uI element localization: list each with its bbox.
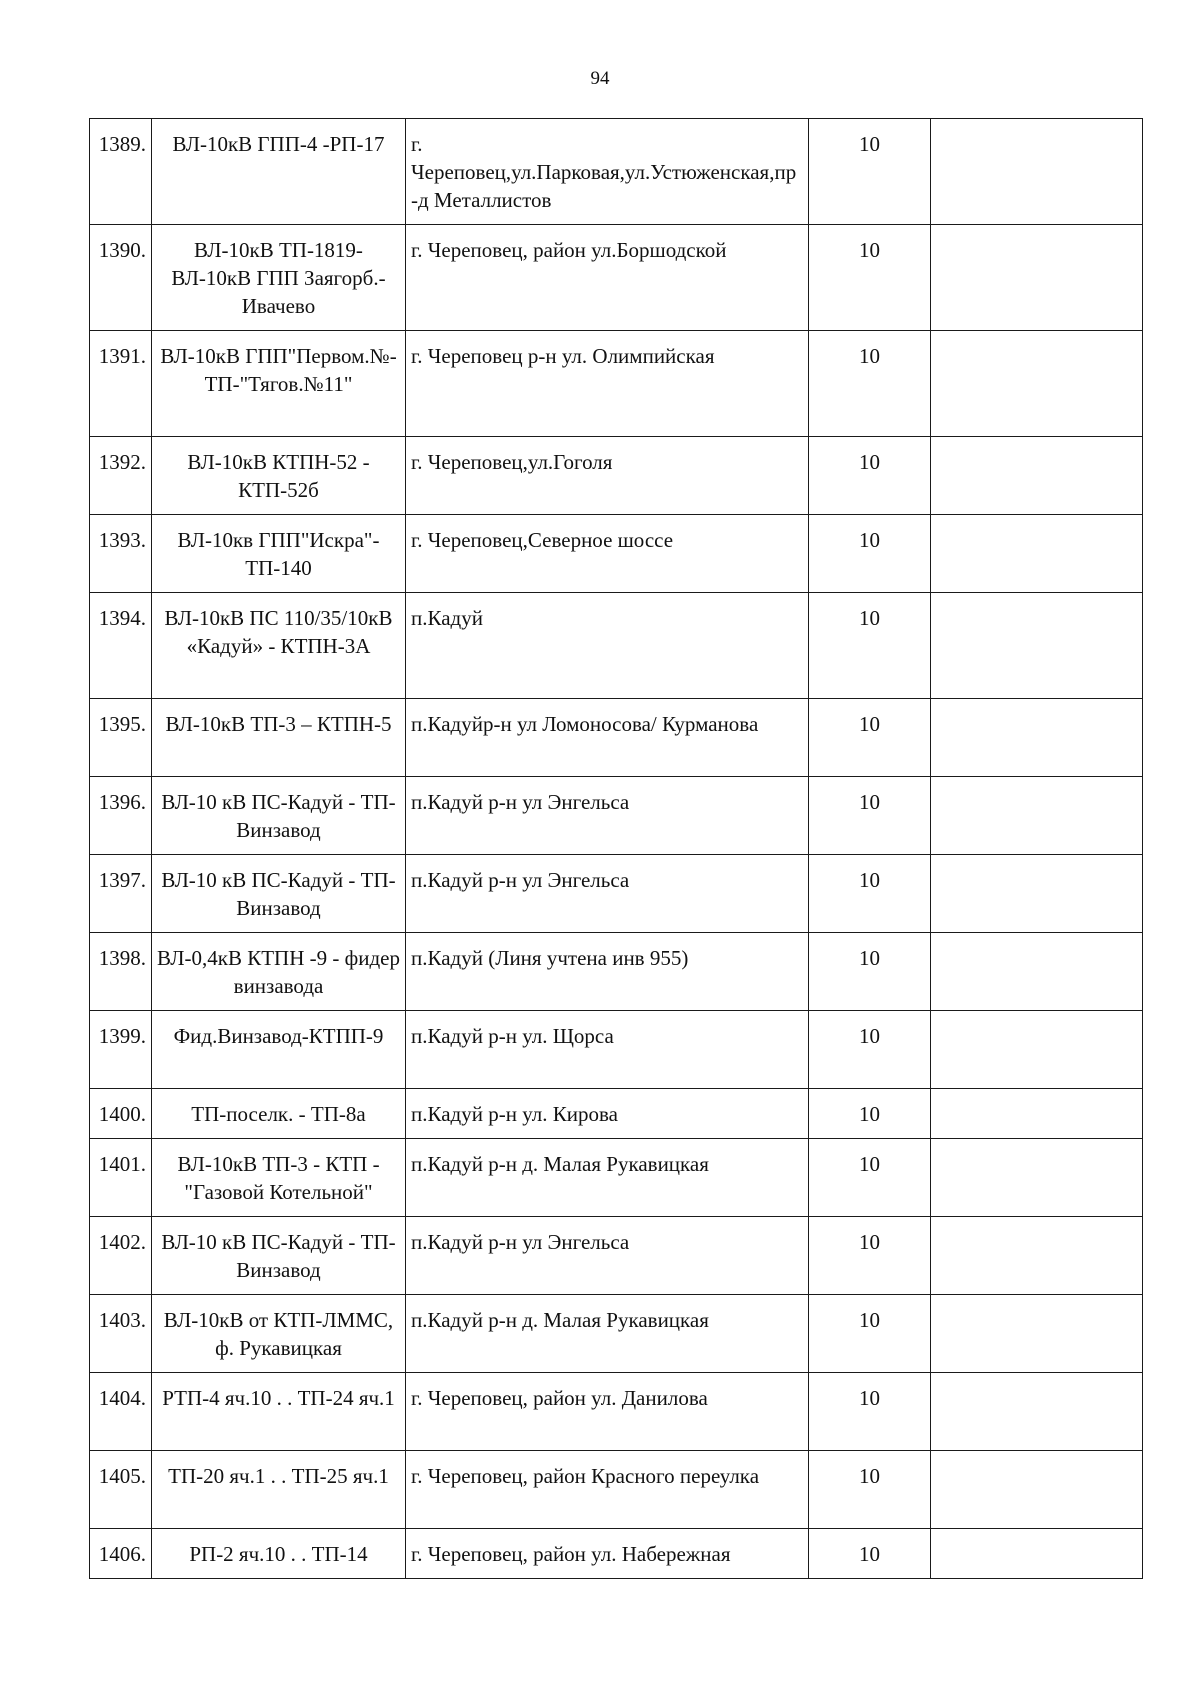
- note-cell: [931, 1373, 1143, 1451]
- voltage-value: 10: [809, 1373, 931, 1451]
- table-row: [90, 225, 1143, 331]
- row-number: 1401.: [90, 1139, 152, 1217]
- voltage-value: 10: [809, 1529, 931, 1579]
- table-row: [90, 1217, 1143, 1295]
- voltage-value: 10: [809, 1011, 931, 1089]
- voltage-value: 10: [809, 1139, 931, 1217]
- table-row: [90, 777, 1143, 855]
- line-name: ВЛ-10кВ от КТП-ЛММС, ф. Рукавицкая: [152, 1295, 406, 1373]
- line-name: ВЛ-0,4кВ КТПН -9 - фидер винзавода: [152, 933, 406, 1011]
- row-number: 1389.: [90, 119, 152, 225]
- table-row: [90, 1529, 1143, 1579]
- table-row: [90, 933, 1143, 1011]
- note-cell: [931, 855, 1143, 933]
- voltage-value: 10: [809, 331, 931, 437]
- line-address: г. Череповец,ул.Парковая,ул.Устюженская,пр-д Металлистов: [406, 119, 809, 225]
- line-address: г. Череповец, район Красного переулка: [406, 1451, 809, 1529]
- row-number: 1392.: [90, 437, 152, 515]
- row-number: 1396.: [90, 777, 152, 855]
- note-cell: [931, 777, 1143, 855]
- line-name: ВЛ-10кВ КТПН-52 - КТП-52б: [152, 437, 406, 515]
- line-name: ВЛ-10кв ГПП"Искра"-ТП-140: [152, 515, 406, 593]
- row-number: 1404.: [90, 1373, 152, 1451]
- line-address: п.Кадуй р-н ул. Щорса: [406, 1011, 809, 1089]
- line-address: п.Кадуй р-н д. Малая Рукавицкая: [406, 1139, 809, 1217]
- table-body: [90, 119, 1143, 1579]
- line-address: п.Кадуй р-н ул Энгельса: [406, 777, 809, 855]
- line-address: п.Кадуй р-н д. Малая Рукавицкая: [406, 1295, 809, 1373]
- note-cell: [931, 515, 1143, 593]
- table-row: [90, 593, 1143, 699]
- row-number: 1395.: [90, 699, 152, 777]
- note-cell: [931, 699, 1143, 777]
- voltage-value: 10: [809, 593, 931, 699]
- line-name: ВЛ-10кВ ПС 110/35/10кВ «Кадуй» - КТПН-3А: [152, 593, 406, 699]
- note-cell: [931, 933, 1143, 1011]
- row-number: 1403.: [90, 1295, 152, 1373]
- line-address: п.Кадуй р-н ул Энгельса: [406, 855, 809, 933]
- row-number: 1402.: [90, 1217, 152, 1295]
- voltage-value: 10: [809, 777, 931, 855]
- line-address: п.Кадуй р-н ул. Кирова: [406, 1089, 809, 1139]
- line-name: ВЛ-10кВ ТП-3 – КТПН-5: [152, 699, 406, 777]
- note-cell: [931, 593, 1143, 699]
- line-address: г. Череповец, район ул. Набережная: [406, 1529, 809, 1579]
- line-address: г. Череповец, район ул.Боршодской: [406, 225, 809, 331]
- line-address: г. Череповец р-н ул. Олимпийская: [406, 331, 809, 437]
- voltage-value: 10: [809, 1089, 931, 1139]
- line-name: ВЛ-10кВ ГПП"Первом.№-ТП-"Тягов.№11": [152, 331, 406, 437]
- line-name: Фид.Винзавод-КТПП-9: [152, 1011, 406, 1089]
- line-address: п.Кадуй (Линя учтена инв 955): [406, 933, 809, 1011]
- note-cell: [931, 1529, 1143, 1579]
- line-name: ВЛ-10кВ ТП-3 - КТП - "Газовой Котельной": [152, 1139, 406, 1217]
- row-number: 1391.: [90, 331, 152, 437]
- row-number: 1400.: [90, 1089, 152, 1139]
- table-row: [90, 1139, 1143, 1217]
- page-number: 94: [590, 68, 610, 89]
- line-name: ВЛ-10 кВ ПС-Кадуй - ТП-Винзавод: [152, 777, 406, 855]
- line-address: п.Кадуйр-н ул Ломоносова/ Курманова: [406, 699, 809, 777]
- line-name: РП-2 яч.10 . . ТП-14: [152, 1529, 406, 1579]
- voltage-value: 10: [809, 1451, 931, 1529]
- table-row: [90, 699, 1143, 777]
- table-row: [90, 1011, 1143, 1089]
- voltage-value: 10: [809, 119, 931, 225]
- note-cell: [931, 1139, 1143, 1217]
- table-row: [90, 1089, 1143, 1139]
- voltage-value: 10: [809, 437, 931, 515]
- line-name: ВЛ-10кВ ТП-1819-ВЛ-10кВ ГПП Заягорб.-Ивачево: [152, 225, 406, 331]
- note-cell: [931, 1011, 1143, 1089]
- table-row: [90, 437, 1143, 515]
- row-number: 1399.: [90, 1011, 152, 1089]
- voltage-value: 10: [809, 699, 931, 777]
- table-row: [90, 1373, 1143, 1451]
- voltage-value: 10: [809, 225, 931, 331]
- table-row: [90, 1295, 1143, 1373]
- table-row: [90, 331, 1143, 437]
- row-number: 1397.: [90, 855, 152, 933]
- note-cell: [931, 1089, 1143, 1139]
- line-name: ТП-20 яч.1 . . ТП-25 яч.1: [152, 1451, 406, 1529]
- line-name: ВЛ-10 кВ ПС-Кадуй - ТП-Винзавод: [152, 1217, 406, 1295]
- voltage-value: 10: [809, 515, 931, 593]
- voltage-value: 10: [809, 855, 931, 933]
- line-name: РТП-4 яч.10 . . ТП-24 яч.1: [152, 1373, 406, 1451]
- power-lines-table: [89, 118, 1143, 1579]
- line-address: г. Череповец,Северное шоссе: [406, 515, 809, 593]
- note-cell: [931, 119, 1143, 225]
- line-address: п.Кадуй р-н ул Энгельса: [406, 1217, 809, 1295]
- row-number: 1398.: [90, 933, 152, 1011]
- row-number: 1394.: [90, 593, 152, 699]
- table-row: [90, 515, 1143, 593]
- voltage-value: 10: [809, 933, 931, 1011]
- line-name: ТП-поселк. - ТП-8а: [152, 1089, 406, 1139]
- note-cell: [931, 1451, 1143, 1529]
- voltage-value: 10: [809, 1217, 931, 1295]
- line-address: п.Кадуй: [406, 593, 809, 699]
- line-name: ВЛ-10 кВ ПС-Кадуй - ТП-Винзавод: [152, 855, 406, 933]
- line-address: г. Череповец,ул.Гоголя: [406, 437, 809, 515]
- table-row: [90, 119, 1143, 225]
- row-number: 1393.: [90, 515, 152, 593]
- table-row: [90, 1451, 1143, 1529]
- note-cell: [931, 1295, 1143, 1373]
- voltage-value: 10: [809, 1295, 931, 1373]
- note-cell: [931, 1217, 1143, 1295]
- line-name: ВЛ-10кВ ГПП-4 -РП-17: [152, 119, 406, 225]
- note-cell: [931, 225, 1143, 331]
- note-cell: [931, 437, 1143, 515]
- row-number: 1405.: [90, 1451, 152, 1529]
- row-number: 1406.: [90, 1529, 152, 1579]
- table-row: [90, 855, 1143, 933]
- line-address: г. Череповец, район ул. Данилова: [406, 1373, 809, 1451]
- row-number: 1390.: [90, 225, 152, 331]
- note-cell: [931, 331, 1143, 437]
